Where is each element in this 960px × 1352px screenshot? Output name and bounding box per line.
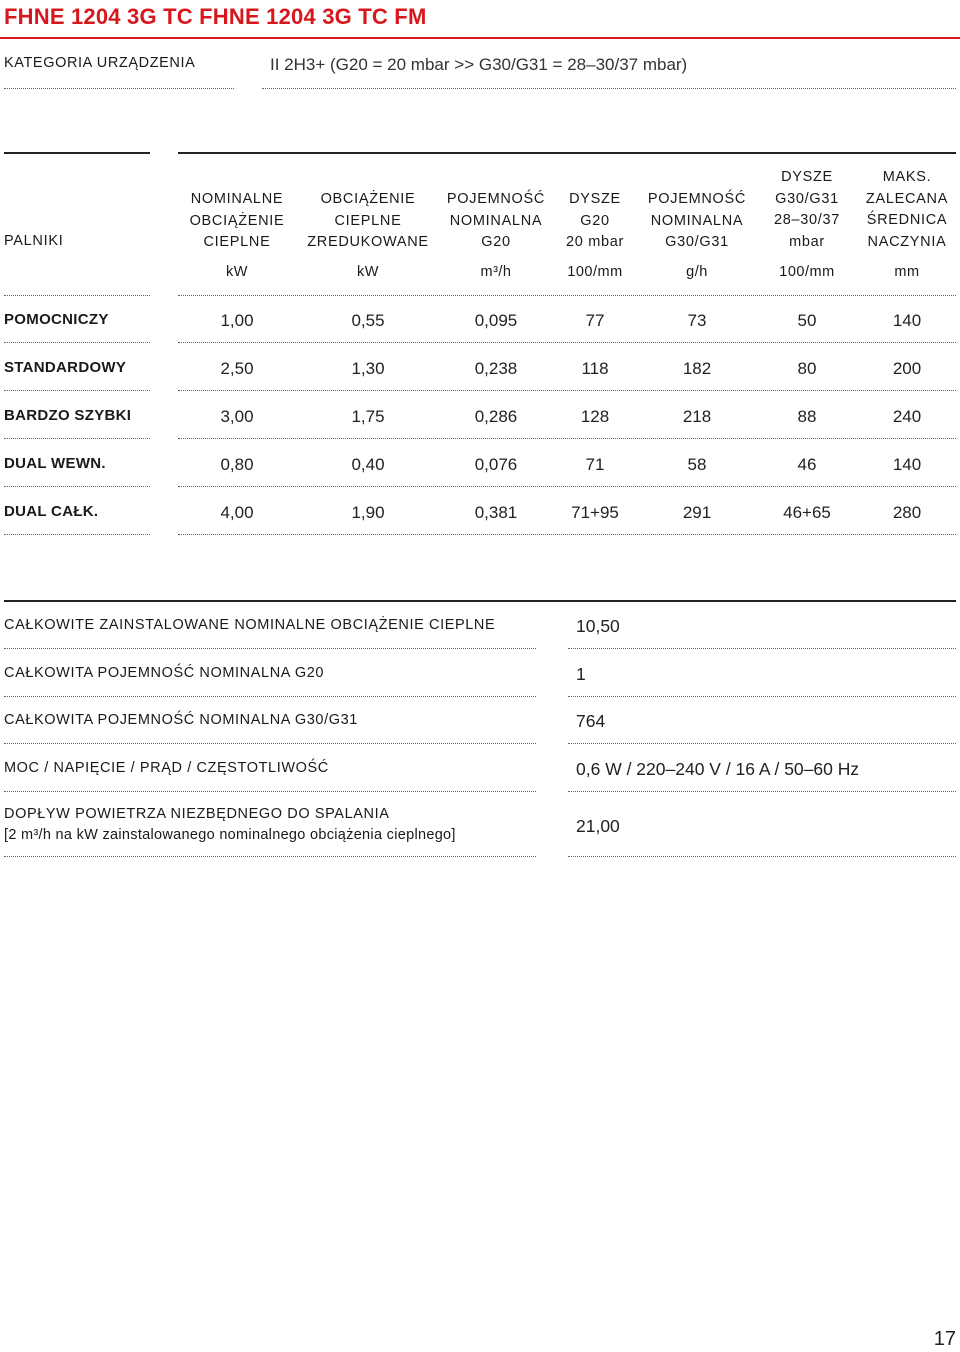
summary-label: CAŁKOWITA POJEMNOŚĆ NOMINALNA G30/G31 xyxy=(4,712,358,728)
header-line: DYSZE xyxy=(781,169,833,185)
table-cell: 2,50 xyxy=(220,359,254,378)
table-cell: 1,90 xyxy=(351,503,385,522)
table-cell: 77 xyxy=(585,311,605,330)
table-cell: 0,40 xyxy=(351,455,385,474)
header-line: OBCIĄŻENIE xyxy=(320,191,416,207)
unit-label: m³/h xyxy=(480,264,512,280)
header-line: NOMINALNA xyxy=(449,212,543,229)
summary-label: CAŁKOWITE ZAINSTALOWANE NOMINALNE OBCIĄŻENIE CIEPLNE xyxy=(4,617,496,633)
table-cell: 182 xyxy=(682,359,712,378)
unit-label: kW xyxy=(357,264,379,280)
table-cell: 128 xyxy=(580,407,610,426)
table-cell: 46 xyxy=(797,455,817,474)
divider xyxy=(178,390,956,391)
summary-value: 10,50 xyxy=(576,616,620,636)
header-line: NACZYNIA xyxy=(867,233,947,250)
unit-label: 100/mm xyxy=(779,264,835,280)
table-cell: 50 xyxy=(797,311,817,330)
header-line: OBCIĄŻENIE xyxy=(189,212,285,229)
divider xyxy=(4,88,234,89)
page-number: 17 xyxy=(933,1328,956,1350)
header-line: NOMINALNA xyxy=(650,212,744,229)
divider xyxy=(4,486,150,487)
table-top-rule xyxy=(178,152,956,154)
divider xyxy=(4,648,536,649)
divider xyxy=(178,295,956,296)
summary-value: 1 xyxy=(576,664,586,684)
row-label: BARDZO SZYBKI xyxy=(4,407,132,424)
header-line: DYSZE xyxy=(569,191,621,207)
table-cell: 280 xyxy=(892,503,922,522)
divider xyxy=(262,88,956,89)
table-cell: 218 xyxy=(682,407,712,426)
header-line: G20 xyxy=(481,234,511,250)
header-line: mbar xyxy=(789,233,825,250)
table-cell: 1,00 xyxy=(220,311,254,330)
divider xyxy=(4,342,150,343)
column-header-reduced-load xyxy=(302,189,434,254)
table-cell: 0,076 xyxy=(474,455,518,474)
row-label: DUAL WEWN. xyxy=(4,455,106,472)
row-label: POMOCNICZY xyxy=(4,311,109,328)
header-line: ZALECANA xyxy=(865,190,949,207)
unit-label: mm xyxy=(894,264,920,280)
column-header-capacity-g30 xyxy=(640,189,754,254)
summary-value: 21,00 xyxy=(576,816,620,836)
divider xyxy=(568,648,956,649)
table-cell: 200 xyxy=(892,359,922,378)
divider xyxy=(568,856,956,857)
summary-value: 0,6 W / 220–240 V / 16 A / 50–60 Hz xyxy=(576,759,860,779)
category-label: KATEGORIA URZĄDZENIA xyxy=(4,55,196,71)
table-cell: 73 xyxy=(687,311,707,330)
table-cell: 3,00 xyxy=(220,407,254,426)
header-line: G20 xyxy=(580,212,610,229)
category-value: II 2H3+ (G20 = 20 mbar >> G30/G31 = 28–30/37 mbar) xyxy=(270,55,688,74)
divider xyxy=(178,438,956,439)
divider xyxy=(568,743,956,744)
table-cell: 140 xyxy=(892,311,922,330)
unit-label: g/h xyxy=(686,264,708,280)
header-line: CIEPLNE xyxy=(334,212,402,229)
divider xyxy=(4,856,536,857)
table-cell: 140 xyxy=(892,455,922,474)
header-line: G30/G31 xyxy=(665,234,729,250)
header-line: ŚREDNICA xyxy=(866,212,948,228)
table-cell: 0,286 xyxy=(474,407,518,426)
header-line: NOMINALNE xyxy=(190,191,284,207)
row-label: STANDARDOWY xyxy=(4,359,127,376)
table-cell: 0,095 xyxy=(474,311,518,330)
divider xyxy=(4,438,150,439)
table-cell: 71 xyxy=(585,455,605,474)
summary-value: 764 xyxy=(576,711,606,731)
summary-note: [2 m³/h na kW zainstalowanego nominalnego obciążenia cieplnego] xyxy=(4,827,456,843)
header-line: 28–30/37 xyxy=(773,212,841,228)
unit-label: 100/mm xyxy=(567,264,623,280)
header-line: G30/G31 xyxy=(775,190,839,207)
page-title: FHNE 1204 3G TC FHNE 1204 3G TC FM xyxy=(4,4,427,29)
header-line: POJEMNOŚĆ xyxy=(446,191,546,207)
table-cell: 0,80 xyxy=(220,455,254,474)
divider xyxy=(178,486,956,487)
table-cell: 240 xyxy=(892,407,922,426)
divider xyxy=(4,534,150,535)
table-cell: 1,75 xyxy=(351,407,385,426)
table-top-rule xyxy=(4,152,150,154)
table-cell: 291 xyxy=(682,503,712,522)
column-header-nozzles-g30 xyxy=(762,167,852,253)
divider xyxy=(178,534,956,535)
column-header-capacity-g20 xyxy=(440,189,552,254)
header-line: POJEMNOŚĆ xyxy=(647,191,747,207)
column-header-pan-diameter xyxy=(858,167,956,253)
header-line: CIEPLNE xyxy=(203,234,271,250)
table-cell: 0,238 xyxy=(474,359,518,378)
summary-top-rule xyxy=(4,600,956,602)
summary-label: DOPŁYW POWIETRZA NIEZBĘDNEGO DO SPALANIA xyxy=(4,806,390,822)
divider xyxy=(4,696,536,697)
row-header-label: PALNIKI xyxy=(4,233,64,249)
summary-label: MOC / NAPIĘCIE / PRĄD / CZĘSTOTLIWOŚĆ xyxy=(4,760,329,776)
title-rule xyxy=(0,37,960,39)
unit-label: kW xyxy=(226,264,248,280)
header-line: MAKS. xyxy=(882,169,932,185)
header-line: ZREDUKOWANE xyxy=(307,234,429,250)
table-cell: 0,381 xyxy=(474,503,518,522)
divider xyxy=(178,342,956,343)
column-header-nozzles-g20 xyxy=(554,189,636,254)
table-cell: 88 xyxy=(797,407,817,426)
table-cell: 118 xyxy=(581,359,609,378)
divider xyxy=(4,743,536,744)
table-cell: 4,00 xyxy=(220,503,254,522)
divider xyxy=(568,791,956,792)
summary-label: CAŁKOWITA POJEMNOŚĆ NOMINALNA G20 xyxy=(4,665,325,681)
divider xyxy=(568,696,956,697)
table-cell: 1,30 xyxy=(351,359,385,378)
header-line: 20 mbar xyxy=(565,234,625,250)
divider xyxy=(4,295,150,296)
divider xyxy=(4,791,536,792)
table-cell: 46+65 xyxy=(783,503,831,522)
divider xyxy=(4,390,150,391)
table-cell: 71+95 xyxy=(571,503,619,522)
column-header-nominal-load xyxy=(180,189,294,254)
table-cell: 58 xyxy=(687,455,707,474)
row-label: DUAL CAŁK. xyxy=(4,503,99,520)
table-cell: 80 xyxy=(797,359,817,378)
table-cell: 0,55 xyxy=(351,311,385,330)
